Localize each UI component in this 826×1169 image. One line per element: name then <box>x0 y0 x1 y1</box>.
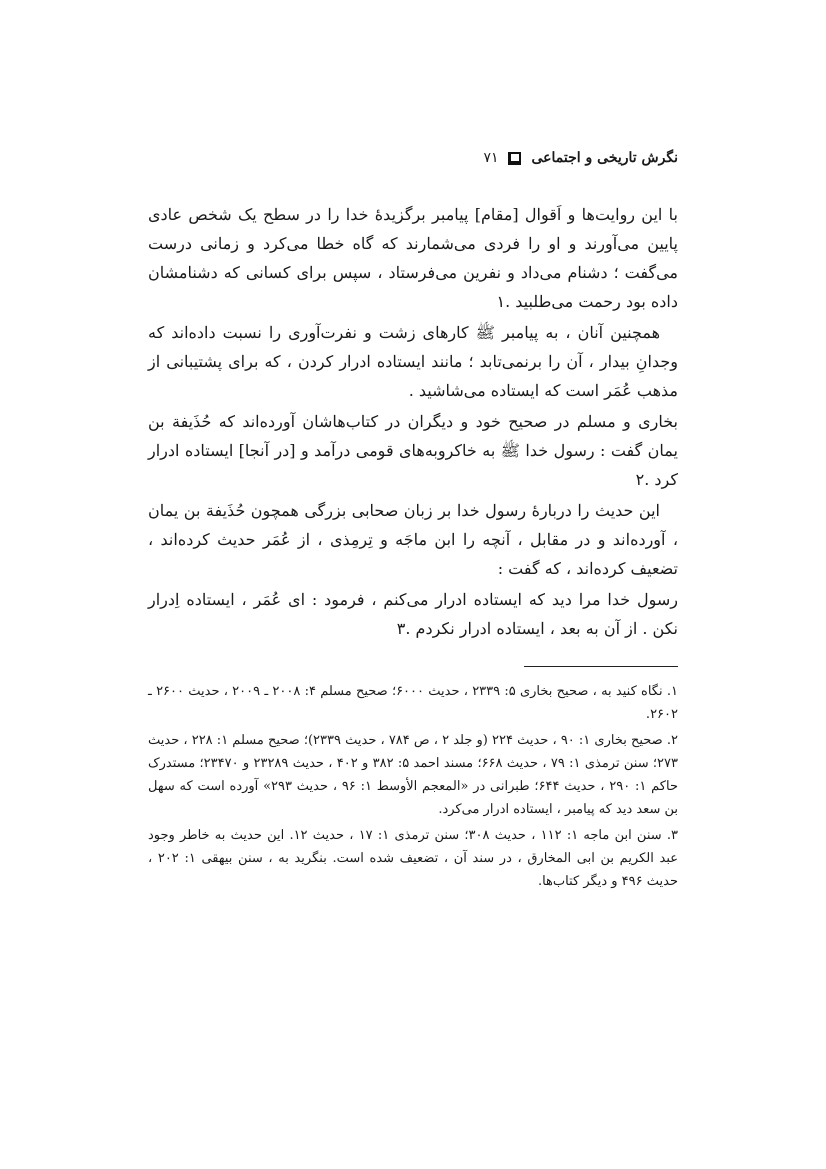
header-title: نگرش تاریخی و اجتماعی <box>531 150 678 166</box>
paragraph: همچنین آنان ، به پیامبر ﷺ کارهای زشت و نفرت‌آوری را نسبت داده‌اند که وجدانِ بیدار ، آن را برنمی‌تابد ؛ مانند ایستاده ادرار کردن ، که برای پشتیبانی از مذهب عُمَر است که ایستاده می‌شاشید . <box>148 323 678 400</box>
footnote-text: نگاه کنید به ، صحیح بخاری ۵: ۲۳۳۹ ، حدیث ۶۰۰۰؛ صحیح مسلم ۴: ۲۰۰۸ ـ ۲۰۰۹ ، حدیث ۲۶۰۰ ـ ۲۶۰۲. <box>148 684 678 722</box>
footnote-text: سنن ابن ماجه ۱: ۱۱۲ ، حدیث ۳۰۸؛ سنن ترمذی ۱: ۱۷ ، حدیث ۱۲. این حدیث به خاطر وجود عبد الکریم بن ابی المخارق ، در سند آن ، تضعیف شده است. بنگرید به ، سنن بیهقی ۱: ۲۰۲ ، حدیث ۴۹۶ و دیگر کتاب‌ها. <box>148 828 679 889</box>
footnote-number: ۲. <box>666 733 678 748</box>
footnote-number: ۳. <box>666 828 679 843</box>
footnote <box>148 680 678 726</box>
footnotes <box>148 680 678 896</box>
paragraph: رسول خدا مرا دید که ایستاده ادرار می‌کنم ، فرمود : ای عُمَر ، ایستاده اِدرار نکن . از آن به بعد ، ایستاده ادرار نکردم .۳ <box>148 590 678 638</box>
main-text <box>148 200 678 645</box>
paragraph: با این روایت‌ها و اَقوال [مقام] پیامبر برگزیدهٔ خدا را در سطح یک شخص عادی پایین می‌آورند و او را فردی می‌شمارند که گاه خطا می‌کرد و زمانی درست می‌گفت ؛ دشنام می‌داد و نفرین می‌فرستاد ، سپس برای کسانی که دشنامشان داده بود رحمت می‌طلبید .۱ <box>148 205 678 311</box>
page-number: ۷۱ <box>483 150 499 166</box>
footnote <box>148 729 678 821</box>
footnote <box>148 824 678 893</box>
paragraph: این حدیث را دربارهٔ رسول خدا بر زبان صحابی بزرگی همچون حُذَیفة بن یمان ، آورده‌اند و در مقابل ، آنچه را ابن ماجَه و تِرمِذی ، از عُمَر حدیث کرده‌اند ، تضعیف کرده‌اند ، که گفت : <box>148 501 678 578</box>
paragraph: بخاری و مسلم در صحیح خود و دیگران در کتاب‌هاشان آورده‌اند که حُذَیفة بن یمان گفت : رسول خدا ﷺ به خاکروبه‌های قومی درآمد و [در آنجا] ایستاده ادرار کرد .۲ <box>148 412 678 489</box>
square-icon <box>508 152 521 165</box>
running-header <box>483 150 678 166</box>
footnote-separator <box>524 666 678 667</box>
footnote-number: ۱. <box>666 684 678 699</box>
footnote-text: صحیح بخاری ۱: ۹۰ ، حدیث ۲۲۴ (و جلد ۲ ، ص ۷۸۴ ، حدیث ۲۳۳۹)؛ صحیح مسلم ۱: ۲۲۸ ، حدیث ۲۷۳؛ سنن ترمذی ۱: ۷۹ ، حدیث ۶۶۸؛ مسند احمد ۵: ۳۸۲ و ۴۰۲ ، حدیث ۲۳۲۸۹ و ۲۳۴۷۰؛ مستدرک حاکم ۱: ۲۹۰ ، حدیث ۶۴۴؛ طبرانی در «المعجم الأوسط ۱: ۹۶ ، حدیث ۲۹۳» آورده است که سهل بن سعد دید که پیامبر ، ایستاده ادرار می‌کرد. <box>148 733 678 817</box>
book-page <box>148 0 678 1169</box>
